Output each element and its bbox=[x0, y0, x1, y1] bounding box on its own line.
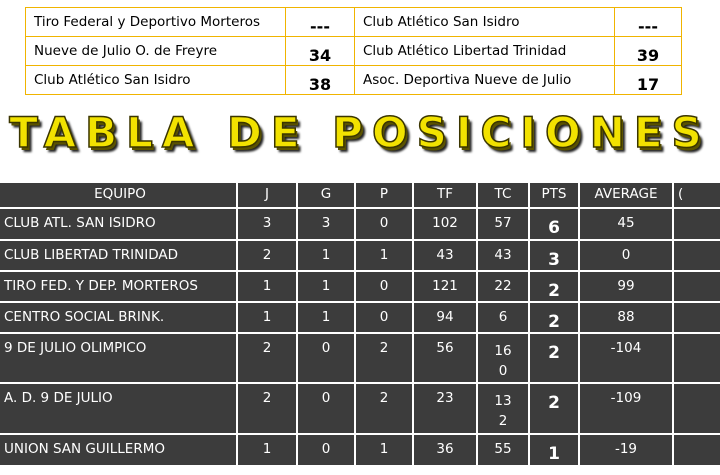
away-team: Club Atlético San Isidro bbox=[355, 8, 615, 37]
home-team: Nueve de Julio O. de Freyre bbox=[26, 37, 286, 66]
cell-extra bbox=[674, 303, 720, 332]
standings-table bbox=[0, 183, 720, 465]
table-row bbox=[0, 241, 720, 272]
away-team: Asoc. Deportiva Nueve de Julio bbox=[355, 66, 615, 95]
cell-average: 45 bbox=[580, 209, 674, 239]
cell-average: 0 bbox=[580, 241, 674, 270]
cell-j: 2 bbox=[238, 384, 298, 433]
cell-tc bbox=[478, 384, 530, 433]
cell-pts: 2 bbox=[530, 272, 580, 301]
col-header-g: G bbox=[298, 183, 356, 207]
cell-tc: 43 bbox=[478, 241, 530, 270]
tc-line: 16 bbox=[494, 343, 512, 359]
cell-pts: 1 bbox=[530, 435, 580, 465]
table-row bbox=[0, 272, 720, 303]
cell-pts: 3 bbox=[530, 241, 580, 270]
cell-p: 0 bbox=[356, 272, 414, 301]
team-name: CLUB LIBERTAD TRINIDAD bbox=[0, 241, 238, 270]
col-header-extra: ( bbox=[678, 186, 684, 202]
score-value: 38 bbox=[308, 74, 332, 94]
cell-pts: 2 bbox=[530, 384, 580, 433]
cell-extra bbox=[674, 384, 720, 433]
home-team: Club Atlético San Isidro bbox=[26, 66, 286, 95]
cell-p: 1 bbox=[356, 435, 414, 465]
table-row bbox=[0, 303, 720, 334]
score-value: --- bbox=[310, 16, 330, 36]
team-name: UNION SAN GUILLERMO bbox=[0, 435, 238, 465]
cell-g: 0 bbox=[298, 384, 356, 433]
cell-pts: 2 bbox=[530, 334, 580, 382]
col-header-j: J bbox=[238, 183, 298, 207]
col-header-pts: PTS bbox=[530, 183, 580, 207]
cell-tc: 55 bbox=[478, 435, 530, 465]
home-score bbox=[286, 66, 355, 95]
team-name: TIRO FED. Y DEP. MORTEROS bbox=[0, 272, 238, 301]
cell-tc: 57 bbox=[478, 209, 530, 239]
cell-j: 2 bbox=[238, 241, 298, 270]
cell-g: 3 bbox=[298, 209, 356, 239]
table-row bbox=[0, 209, 720, 241]
team-name: CENTRO SOCIAL BRINK. bbox=[0, 303, 238, 332]
cell-extra bbox=[674, 241, 720, 270]
result-row bbox=[26, 8, 682, 37]
away-score bbox=[615, 66, 682, 95]
tc-wrapped-value bbox=[494, 390, 511, 431]
cell-tf: 102 bbox=[414, 209, 478, 239]
cell-j: 2 bbox=[238, 334, 298, 382]
away-score bbox=[615, 8, 682, 37]
cell-p: 0 bbox=[356, 303, 414, 332]
cell-j: 3 bbox=[238, 209, 298, 239]
cell-g: 0 bbox=[298, 334, 356, 382]
cell-g: 1 bbox=[298, 241, 356, 270]
tc-line: 0 bbox=[498, 363, 508, 379]
table-row bbox=[0, 435, 720, 465]
cell-extra bbox=[674, 334, 720, 382]
team-name: 9 DE JULIO OLIMPICO bbox=[0, 334, 238, 382]
col-header-team: EQUIPO bbox=[0, 183, 238, 207]
tc-line: 2 bbox=[498, 413, 508, 429]
cell-pts: 6 bbox=[530, 209, 580, 239]
tc-wrapped-value bbox=[494, 340, 511, 381]
cell-p: 2 bbox=[356, 384, 414, 433]
cell-average: -109 bbox=[580, 384, 674, 433]
away-score bbox=[615, 37, 682, 66]
cell-g: 1 bbox=[298, 303, 356, 332]
header-row bbox=[0, 183, 720, 209]
col-header-tc: TC bbox=[478, 183, 530, 207]
cell-tf: 36 bbox=[414, 435, 478, 465]
cell-average: 88 bbox=[580, 303, 674, 332]
cell-j: 1 bbox=[238, 435, 298, 465]
score-value: 39 bbox=[636, 45, 660, 65]
score-value: --- bbox=[638, 16, 658, 36]
cell-tc: 6 bbox=[478, 303, 530, 332]
cell-pts: 2 bbox=[530, 303, 580, 332]
team-name: CLUB ATL. SAN ISIDRO bbox=[0, 209, 238, 239]
cell-g: 0 bbox=[298, 435, 356, 465]
cell-tc: 22 bbox=[478, 272, 530, 301]
cell-tf: 43 bbox=[414, 241, 478, 270]
col-header-average: AVERAGE bbox=[580, 183, 674, 207]
cell-average: 99 bbox=[580, 272, 674, 301]
table-row bbox=[0, 334, 720, 384]
cell-p: 0 bbox=[356, 209, 414, 239]
team-name: A. D. 9 DE JULIO bbox=[0, 384, 238, 433]
cell-average: -19 bbox=[580, 435, 674, 465]
cell-tf: 23 bbox=[414, 384, 478, 433]
cell-extra bbox=[674, 209, 720, 239]
cell-tf: 94 bbox=[414, 303, 478, 332]
cell-tf: 121 bbox=[414, 272, 478, 301]
tc-line: 13 bbox=[494, 393, 512, 409]
cell-j: 1 bbox=[238, 272, 298, 301]
cell-p: 2 bbox=[356, 334, 414, 382]
table-row bbox=[0, 384, 720, 435]
away-team: Club Atlético Libertad Trinidad bbox=[355, 37, 615, 66]
result-row bbox=[26, 37, 682, 66]
cell-tc bbox=[478, 334, 530, 382]
col-header-tf: TF bbox=[414, 183, 478, 207]
cell-average: -104 bbox=[580, 334, 674, 382]
cell-g: 1 bbox=[298, 272, 356, 301]
result-row bbox=[26, 66, 682, 95]
cell-tf: 56 bbox=[414, 334, 478, 382]
cell-extra bbox=[674, 435, 720, 465]
home-score bbox=[286, 37, 355, 66]
col-header-p: P bbox=[356, 183, 414, 207]
cell-j: 1 bbox=[238, 303, 298, 332]
cell-p: 1 bbox=[356, 241, 414, 270]
score-value: 34 bbox=[308, 45, 332, 65]
home-team: Tiro Federal y Deportivo Morteros bbox=[26, 8, 286, 37]
results-table bbox=[25, 7, 682, 95]
score-value: 17 bbox=[636, 74, 660, 94]
cell-extra bbox=[674, 272, 720, 301]
page-title: TABLA DE POSICIONES bbox=[9, 108, 711, 157]
home-score bbox=[286, 8, 355, 37]
